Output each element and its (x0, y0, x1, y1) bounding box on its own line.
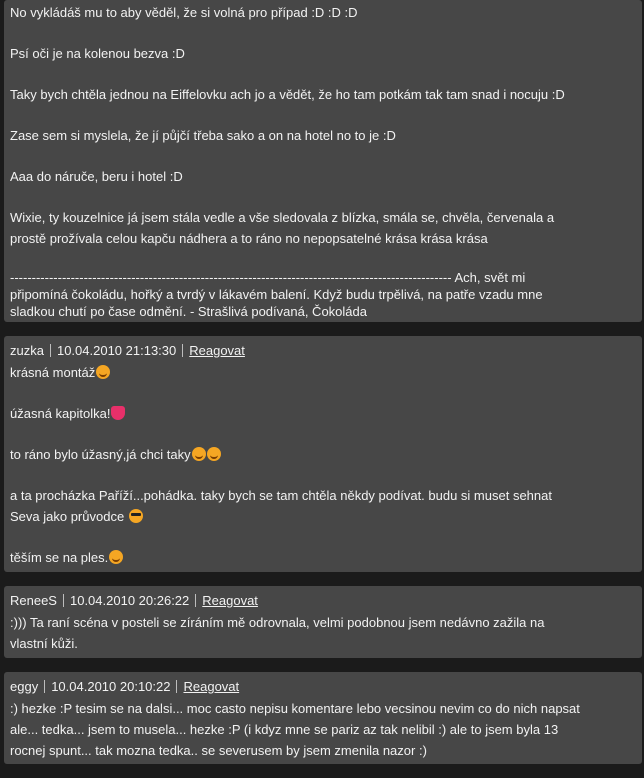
grin-emoticon-icon (192, 447, 206, 461)
comment-text: No vykládáš mu to aby věděl, že si volná pro případ :D :D :D (10, 5, 358, 20)
signature-line: ------------------------------------------------------------------------------------------------------ Ach, svět mi (10, 270, 526, 285)
comment-author: ReneeS (10, 593, 57, 608)
comment-date: 10.04.2010 20:26:22 (69, 593, 190, 608)
comment-card (4, 336, 642, 572)
comment-text (10, 444, 636, 465)
comment-text-span: úžasná kapitolka! (10, 406, 111, 421)
comment-text: rocnej spunt... tak mozna tedka.. se severusem by jsem zmenila nazor :) (10, 743, 427, 758)
divider (44, 680, 45, 693)
comment-text: Taky bych chtěla jednou na Eiffelovku ach jo a vědět, že ho tam potkám tak tam snad i nocuju :D (10, 87, 565, 102)
smile-emoticon-icon (96, 365, 110, 379)
comment-meta (4, 586, 642, 610)
comment-text: :))) Ta raní scéna v posteli se zíráním mě odrovnala, velmi podobnou jsem nedávno zažila na (10, 615, 545, 630)
comment-author: zuzka (10, 343, 44, 358)
divider (63, 594, 64, 607)
comment-text (10, 362, 636, 383)
comment-text (10, 506, 636, 527)
signature-line: sladkou chutí po čase odmění. - Strašlivá podívaná, Čokoláda (10, 304, 367, 319)
comment-date: 10.04.2010 21:13:30 (56, 343, 177, 358)
reply-link[interactable]: Reagovat (189, 343, 245, 358)
comment-card (4, 586, 642, 658)
grin-emoticon-icon (207, 447, 221, 461)
comment-text: ale... tedka... jsem to musela... hezke :P (i kdyz mne se pariz az tak nelibil :) ale to jsem byla 13 (10, 722, 559, 737)
comment-text: Psí oči je na kolenou bezva :D (10, 46, 185, 61)
reply-link[interactable]: Reagovat (202, 593, 258, 608)
comment-text-span: Seva jako průvodce (10, 509, 125, 524)
comment-text: a ta procházka Paříží...pohádka. taky bych se tam chtěla někdy podívat. budu si muset sehnat (10, 488, 552, 503)
comment-text-span: krásná montáž (10, 365, 96, 380)
divider (50, 344, 51, 357)
divider (195, 594, 196, 607)
comment-date: 10.04.2010 20:10:22 (51, 679, 171, 694)
signature-line: připomíná čokoládu, hořký a tvrdý v lákavém balení. Když budu trpělivá, na patře vzadu mne (10, 287, 543, 302)
comment-meta (4, 336, 642, 360)
reply-link[interactable]: Reagovat (183, 679, 240, 694)
sunglasses-emoticon-icon (129, 509, 143, 523)
comment-text-span: těším se na ples. (10, 550, 109, 565)
comment-text: :) hezke :P tesim se na dalsi... moc casto nepisu komentare lebo vecsinou nevim co do nich napsat (10, 701, 580, 716)
comment-text (10, 403, 636, 424)
divider (182, 344, 183, 357)
comment-text: prostě prožívala celou kapču nádhera a to ráno no nepopsatelné krása krása krása (10, 231, 488, 246)
divider (176, 680, 177, 693)
comment-meta (4, 672, 642, 696)
comment-text (10, 547, 636, 568)
comment-author: eggy (10, 679, 39, 694)
smile-emoticon-icon (109, 550, 123, 564)
comment-card (4, 672, 642, 764)
comment-text: Zase sem si myslela, že jí půjčí třeba sako a on na hotel no to je :D (10, 128, 396, 143)
comment-card (4, 0, 642, 322)
comment-text: Wixie, ty kouzelnice já jsem stála vedle a vše sledovala z blízka, smála se, chvěla, červenala a (10, 210, 555, 225)
comment-text: vlastní kůži. (10, 636, 78, 651)
heart-emoticon-icon (111, 406, 125, 420)
comment-text: Aaa do náruče, beru i hotel :D (10, 169, 183, 184)
signature (10, 269, 636, 320)
comment-text-span: to ráno bylo úžasný,já chci taky (10, 447, 191, 462)
